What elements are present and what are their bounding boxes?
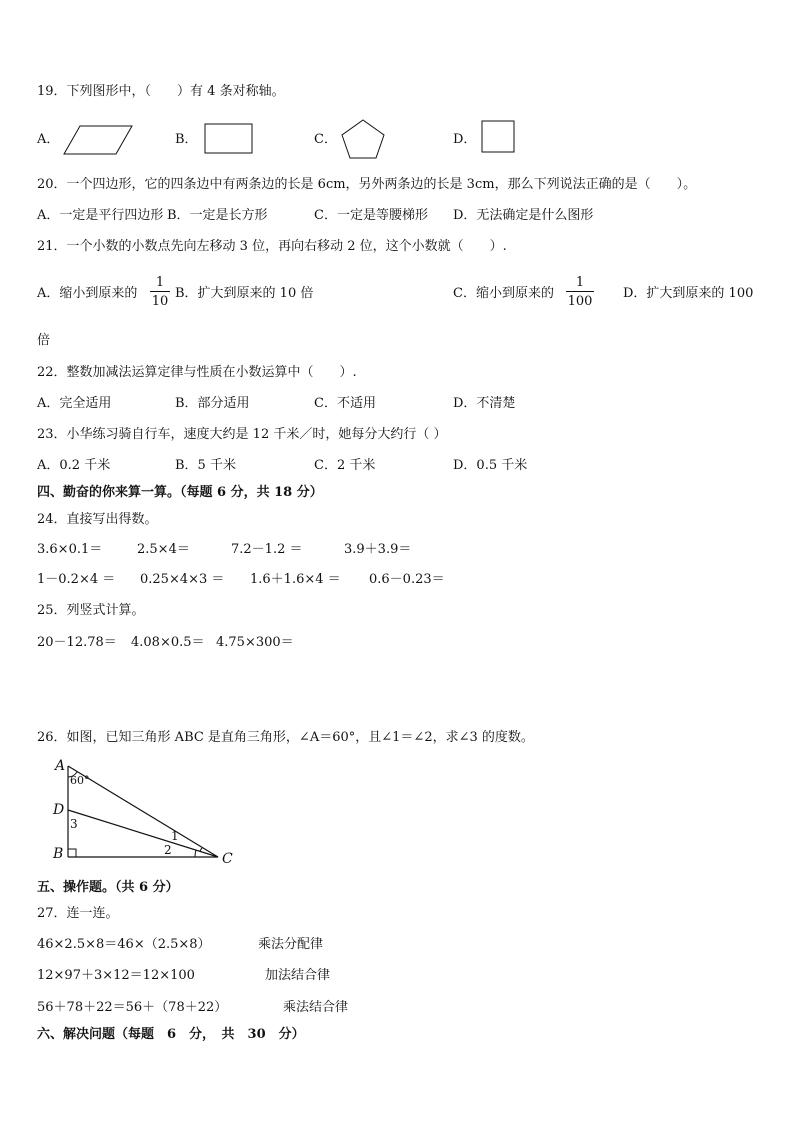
q24-item: 2.5×4＝ [137, 542, 190, 557]
q19-stem: 19．下列图形中，（ ）有 4 条对称轴。 [37, 84, 285, 99]
q21-stem: 21．一个小数的小数点先向左移动 3 位，再向右移动 2 位，这个小数就（ ）. [37, 239, 507, 254]
section-4-heading: 四、勤奋的你来算一算。（每题 6 分，共 18 分） [37, 485, 323, 500]
fraction-denominator: 100 [567, 294, 593, 309]
q25-stem: 25．列竖式计算。 [37, 603, 145, 618]
q22-stem: 22．整数加减法运算定律与性质在小数运算中（ ）. [37, 365, 357, 380]
q23-option-a: A．0.2 千米 [37, 458, 111, 473]
q24-stem: 24．直接写出得数。 [37, 512, 158, 527]
vertex-label-b: B [53, 846, 64, 862]
section-6-heading: 六、解决问题（每题 6 分， 共 30 分） [37, 1027, 305, 1042]
q27-stem: 27．连一连。 [37, 906, 119, 921]
angle-a-label: 60° [70, 774, 90, 787]
angle-2-label: 2 [164, 843, 172, 857]
q23-option-d: D．0.5 千米 [453, 458, 528, 473]
q24-item: 7.2－1.2 ＝ [231, 542, 303, 557]
fraction-denominator: 10 [151, 294, 169, 309]
q24-item: 1－0.2×4 ＝ [37, 572, 116, 587]
q26-stem: 26．如图，已知三角形 ABC 是直角三角形，∠A＝60°，且∠1＝∠2，求∠3 的度数。 [37, 730, 534, 745]
q20-option-a: A．一定是平行四边形 [37, 208, 164, 223]
q24-item: 3.6×0.1＝ [37, 542, 103, 557]
vertex-label-a: A [55, 758, 66, 774]
q21-option-d: D．扩大到原来的 100 [623, 286, 754, 301]
q19-option-d-label: D． [453, 132, 477, 147]
q23-option-b: B．5 千米 [175, 458, 236, 473]
q23-option-c: C．2 千米 [314, 458, 376, 473]
q22-option-a: A．完全适用 [37, 396, 112, 411]
q22-option-c: C．不适用 [314, 396, 376, 411]
q21-option-b: B．扩大到原来的 10 倍 [175, 286, 314, 301]
section-5-heading: 五、操作题。（共 6 分） [37, 880, 179, 895]
q20-option-d: D．无法确定是什么图形 [453, 208, 594, 223]
q19-option-b-label: B． [175, 132, 198, 147]
pentagon-figure [340, 118, 386, 160]
q24-item: 3.9＋3.9＝ [344, 542, 412, 557]
q25-item: 20－12.78＝ [37, 635, 117, 650]
q19-option-a-label: A． [37, 132, 60, 147]
rectangle-figure [204, 123, 254, 155]
q24-item: 0.6－0.23＝ [369, 572, 445, 587]
q24-item: 0.25×4×3 ＝ [140, 572, 225, 587]
q21-fraction-one-tenth [150, 276, 170, 308]
q27-right-item: 乘法结合律 [283, 1000, 349, 1015]
q21-option-d-continued: 倍 [37, 333, 51, 348]
q24-item: 1.6＋1.6×4 ＝ [250, 572, 341, 587]
q20-option-c: C．一定是等腰梯形 [314, 208, 428, 223]
q27-right-item: 加法结合律 [265, 968, 331, 983]
angle-1-label: 1 [171, 829, 179, 843]
vertex-label-c: C [222, 851, 233, 867]
q27-right-item: 乘法分配律 [258, 937, 324, 952]
square-figure [481, 120, 517, 154]
q23-stem: 23．小华练习骑自行车，速度大约是 12 千米／时，她每分大约行（ ） [37, 427, 447, 442]
q25-item: 4.08×0.5＝ [131, 635, 205, 650]
q27-left-item: 56＋78＋22＝56＋（78＋22） [37, 1000, 228, 1015]
q20-option-b: B．一定是长方形 [167, 208, 268, 223]
q19-option-c-label: C． [314, 132, 337, 147]
angle-3-label: 3 [70, 817, 78, 831]
q21-option-c: C．缩小到原来的 [453, 286, 554, 301]
fraction-numerator: 1 [155, 275, 165, 290]
q21-option-a: A．缩小到原来的 [37, 286, 138, 301]
fraction-numerator: 1 [575, 275, 585, 290]
q22-option-d: D．不清楚 [453, 396, 516, 411]
q22-option-b: B．部分适用 [175, 396, 250, 411]
q21-fraction-one-hundredth [566, 276, 594, 308]
q27-left-item: 46×2.5×8＝46×（2.5×8） [37, 937, 211, 952]
q27-left-item: 12×97＋3×12＝12×100 [37, 968, 195, 983]
vertex-label-d: D [53, 802, 65, 818]
q25-item: 4.75×300＝ [216, 635, 294, 650]
parallelogram-figure [62, 124, 134, 156]
q20-stem: 20．一个四边形，它的四条边中有两条边的长是 6cm，另外两条边的长是 3cm，那么下列说法正确的是（ ）。 [37, 177, 697, 192]
